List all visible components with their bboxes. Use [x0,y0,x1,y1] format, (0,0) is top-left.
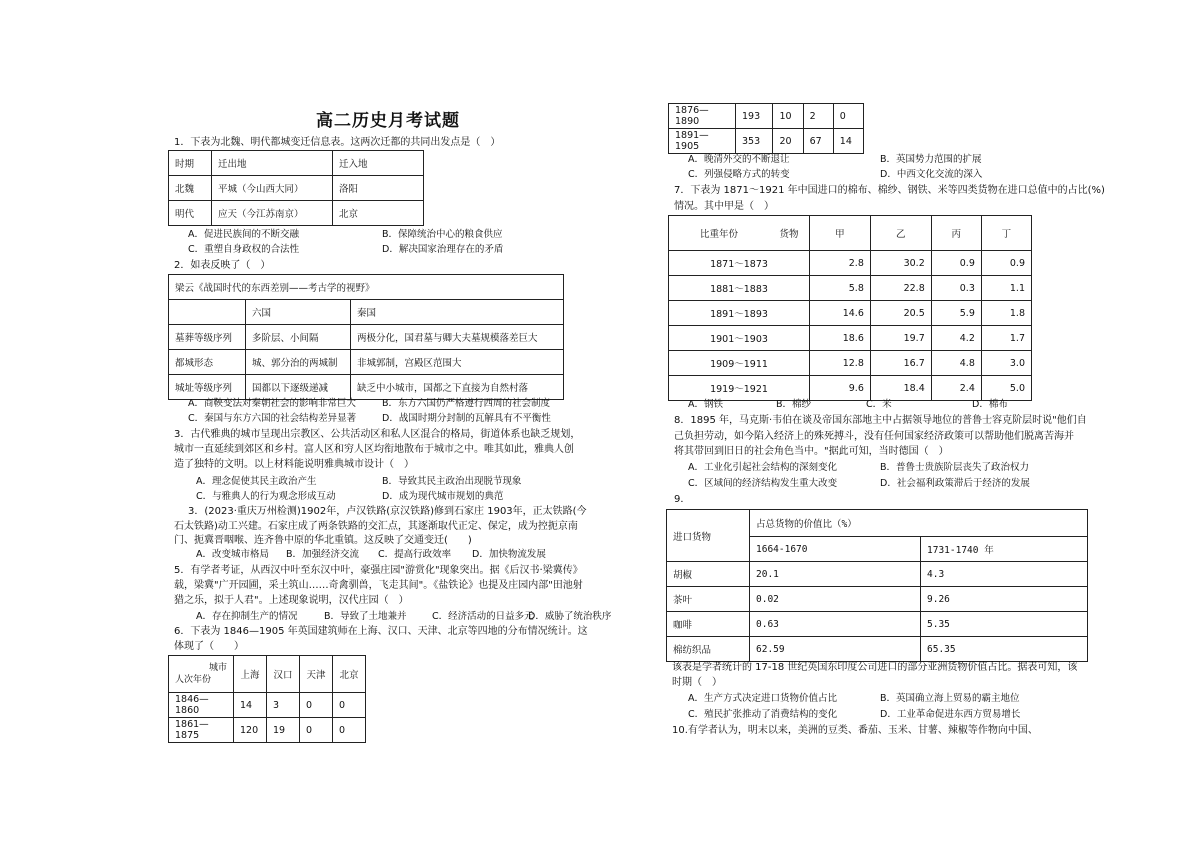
q1-option-d[interactable]: D．解决国家治理存在的矛盾 [382,244,504,255]
q7-option-a[interactable]: A．钢铁 [688,399,723,410]
table-row: 比重年份 货物 甲 乙 丙 丁 [669,216,1032,251]
q3-option-c[interactable]: C．与雅典人的行为观念形成互动 [196,491,336,502]
q4-option-c[interactable]: C．提高行政效率 [378,549,452,560]
q9-line-1: 该表是学者统计的 17-18 世纪英国东印度公司进口的部分亚洲货物价值占比。据表可知，该 [672,662,1078,673]
q8-option-a[interactable]: A．工业化引起社会结构的深刻变化 [688,462,837,473]
table-row: 1846—1860 14 3 0 0 [169,693,366,718]
table-row: 1871～1873 2.8 30.2 0.9 0.9 [669,251,1032,276]
q1-option-b[interactable]: B．保障统治中心的粮食供应 [382,229,503,240]
q4-option-d[interactable]: D．加快物流发展 [472,549,546,560]
q1-table [168,150,424,226]
table-row: 都城形态 城、郭分治的两城制 非城郭制，宫殿区范围大 [169,350,564,375]
q7-line-1: 7．下表为 1871～1921 年中国进口的棉布、棉纱、钢铁、米等四类货物在进口总值中的占比(%) [674,185,1105,196]
table-row: 咖啡 0.63 5.35 [667,612,1088,637]
q2-stem: 2．如表反映了（ ） [174,260,271,271]
table-row: 明代 应天（今江苏南京） 北京 [169,201,424,226]
q7-line-2: 情况。其中甲是（ ） [674,201,774,212]
q2-option-a[interactable]: A．商鞅变法对秦朝社会的影响非常巨大 [188,398,356,409]
q3-line-3: 造了独特的文明。以上材料能说明雅典城市设计（ ） [174,459,414,470]
q2-option-b[interactable]: B．东方六国仍严格遵行西周的社会制度 [382,398,551,409]
q9-table [666,509,1088,662]
q3-option-a[interactable]: A．理念促使其民主政治产生 [196,476,317,487]
table-row: 茶叶 0.02 9.26 [667,587,1088,612]
q2-table [168,274,564,400]
q8-line-3: 将其带回到旧日的社会角色当中。"据此可知，当时德国（ ） [674,446,949,457]
table-row: 城址等级序列 国都以下逐级递减 缺乏中小城市，国都之下直接为自然村落 [169,375,564,400]
table-row: 1876—1890 193 10 2 0 [669,104,864,129]
table-row: 1891～1893 14.6 20.5 5.9 1.8 [669,301,1032,326]
q6-option-b[interactable]: B．英国势力范围的扩展 [880,154,982,165]
q7-option-d[interactable]: D．棉布 [972,399,1008,410]
q6-table-part-2 [668,103,864,154]
q5-line-1: 5．有学者考证，从西汉中叶至东汉中叶，豪强庄园"游赏化"现象突出。据《后汉书·梁冀传》 [174,565,583,576]
table-row: 1664-1670 1731-1740 年 [667,537,1088,562]
table-row: 进口货物 占总货物的价值比（%） [667,510,1088,537]
q3-option-b[interactable]: B．导致其民主政治出现脱节现象 [382,476,522,487]
q4-option-b[interactable]: B．加强经济交流 [286,549,360,560]
table-row: 1861—1875 120 19 0 0 [169,718,366,743]
table-row: 1909～1911 12.8 16.7 4.8 3.0 [669,351,1032,376]
q6-line-2: 体现了（ ） [174,641,244,652]
q4-line-1: 3．(2023·重庆万州检测)1902年，卢汉铁路(京汉铁路)修到石家庄 1903年，正太铁路(今 [188,506,587,517]
q8-line-1: 8．1895 年，马克斯·韦伯在谈及帝国东部地主中占据领导地位的普鲁士容克阶层时说"他们自 [674,415,1087,426]
table-row: 胡椒 20.1 4.3 [667,562,1088,587]
q10-line-1: 10.有学者认为，明末以来，美洲的豆类、番茄、玉米、甘薯、辣椒等作物向中国、 [672,725,1038,736]
q5-option-c[interactable]: C．经济活动的日益多元 [432,611,534,622]
q4-option-a[interactable]: A．改变城市格局 [196,549,269,560]
q5-line-3: 猎之乐，拟于人君"。上述现象说明，汉代庄园（ ） [174,595,409,606]
q6-line-1: 6．下表为 1846—1905 年英国建筑师在上海、汉口、天津、北京等四地的分布情况统计。这 [174,626,588,637]
q3-line-1: 3．古代雅典的城市呈现出宗教区、公共活动区和私人区混合的格局，街道体系也缺乏规划， [174,429,581,440]
exam-title: 高二历史月考试题 [316,111,460,131]
q9-option-c[interactable]: C．殖民扩张推动了消费结构的变化 [688,709,838,720]
q5-option-d[interactable]: D．威胁了统治秩序 [528,611,612,622]
q6-option-d[interactable]: D．中西文化交流的深入 [880,169,983,180]
q8-option-d[interactable]: D．社会福利政策滞后于经济的发展 [880,478,1030,489]
q2-option-c[interactable]: C．秦国与东方六国的社会结构差异显著 [188,413,357,424]
q8-option-c[interactable]: C．区域间的经济结构发生重大改变 [688,478,838,489]
q4-line-3: 门、扼冀晋咽喉、连齐鲁中原的华北重镇。这反映了交通变迁( ) [174,535,472,546]
table-row: 1891—1905 353 20 67 14 [669,129,864,154]
q7-option-c[interactable]: C．米 [866,399,892,410]
q2-option-d[interactable]: D．战国时期分封制的瓦解具有不平衡性 [382,413,551,424]
q9-option-a[interactable]: A．生产方式决定进口货物价值占比 [688,693,837,704]
q1-option-c[interactable]: C．重塑自身政权的合法性 [188,244,300,255]
q5-line-2: 载，梁冀"广开园圃，采土筑山……奇禽驯兽，飞走其间"。《盐铁论》也提及庄园内部"田池射 [174,580,583,591]
q5-option-b[interactable]: B．导致了土地兼并 [324,611,407,622]
q9-option-b[interactable]: B．英国确立海上贸易的霸主地位 [880,693,1020,704]
table-row: 1919～1921 9.6 18.4 2.4 5.0 [669,376,1032,401]
table-row: 六国 秦国 [169,300,564,325]
q9-option-d[interactable]: D．工业革命促进东西方贸易增长 [880,709,1021,720]
table-row: 1881～1883 5.8 22.8 0.3 1.1 [669,276,1032,301]
q9-number: 9． [674,494,691,505]
q6-option-a[interactable]: A．晚清外交的不断退让 [688,154,790,165]
table-row: 棉纺织品 62.59 65.35 [667,637,1088,662]
q7-option-b[interactable]: B．棉纱 [776,399,812,410]
q6-corner-cell: 城市 人次年份 [169,656,234,693]
table-row: 城市 人次年份 上海 汉口 天津 北京 [169,656,366,693]
q4-line-2: 石太铁路)动工兴建。石家庄成了两条铁路的交汇点，其逐渐取代正定、保定，成为控扼京南 [174,521,578,532]
q7-table [668,215,1032,401]
table-row: 时期 迁出地 迁入地 [169,151,424,176]
q3-line-2: 城市一直延续到郊区和乡村。富人区和穷人区均衔地散布于城市之中。唯其如此，雅典人创 [174,444,574,455]
q9-line-2: 时期（ ） [672,677,722,688]
q6-table-part-1 [168,655,366,743]
table-row: 梁云《战国时代的东西差别——考古学的视野》 [169,275,564,300]
q1-stem: 1．下表为北魏、明代都城变迁信息表。这两次迁都的共同出发点是（ ） [174,137,501,148]
q6-option-c[interactable]: C．列强侵略方式的转变 [688,169,790,180]
table-row: 1901～1903 18.6 19.7 4.2 1.7 [669,326,1032,351]
q1-option-a[interactable]: A．促进民族间的不断交融 [188,229,299,240]
table-row: 北魏 平城（今山西大同） 洛阳 [169,176,424,201]
q8-line-2: 己负担劳动，如今陷入经济上的殊死搏斗，没有任何国家经济政策可以帮助他们脱离苦海并 [674,431,1074,442]
q3-option-d[interactable]: D．成为现代城市规划的典范 [382,491,504,502]
table-row: 墓葬等级序列 多阶层、小间隔 两极分化，国君墓与卿大夫墓规模落差巨大 [169,325,564,350]
q5-option-a[interactable]: A．存在抑制生产的情况 [196,611,298,622]
q8-option-b[interactable]: B．普鲁士贵族阶层丧失了政治权力 [880,462,1030,473]
